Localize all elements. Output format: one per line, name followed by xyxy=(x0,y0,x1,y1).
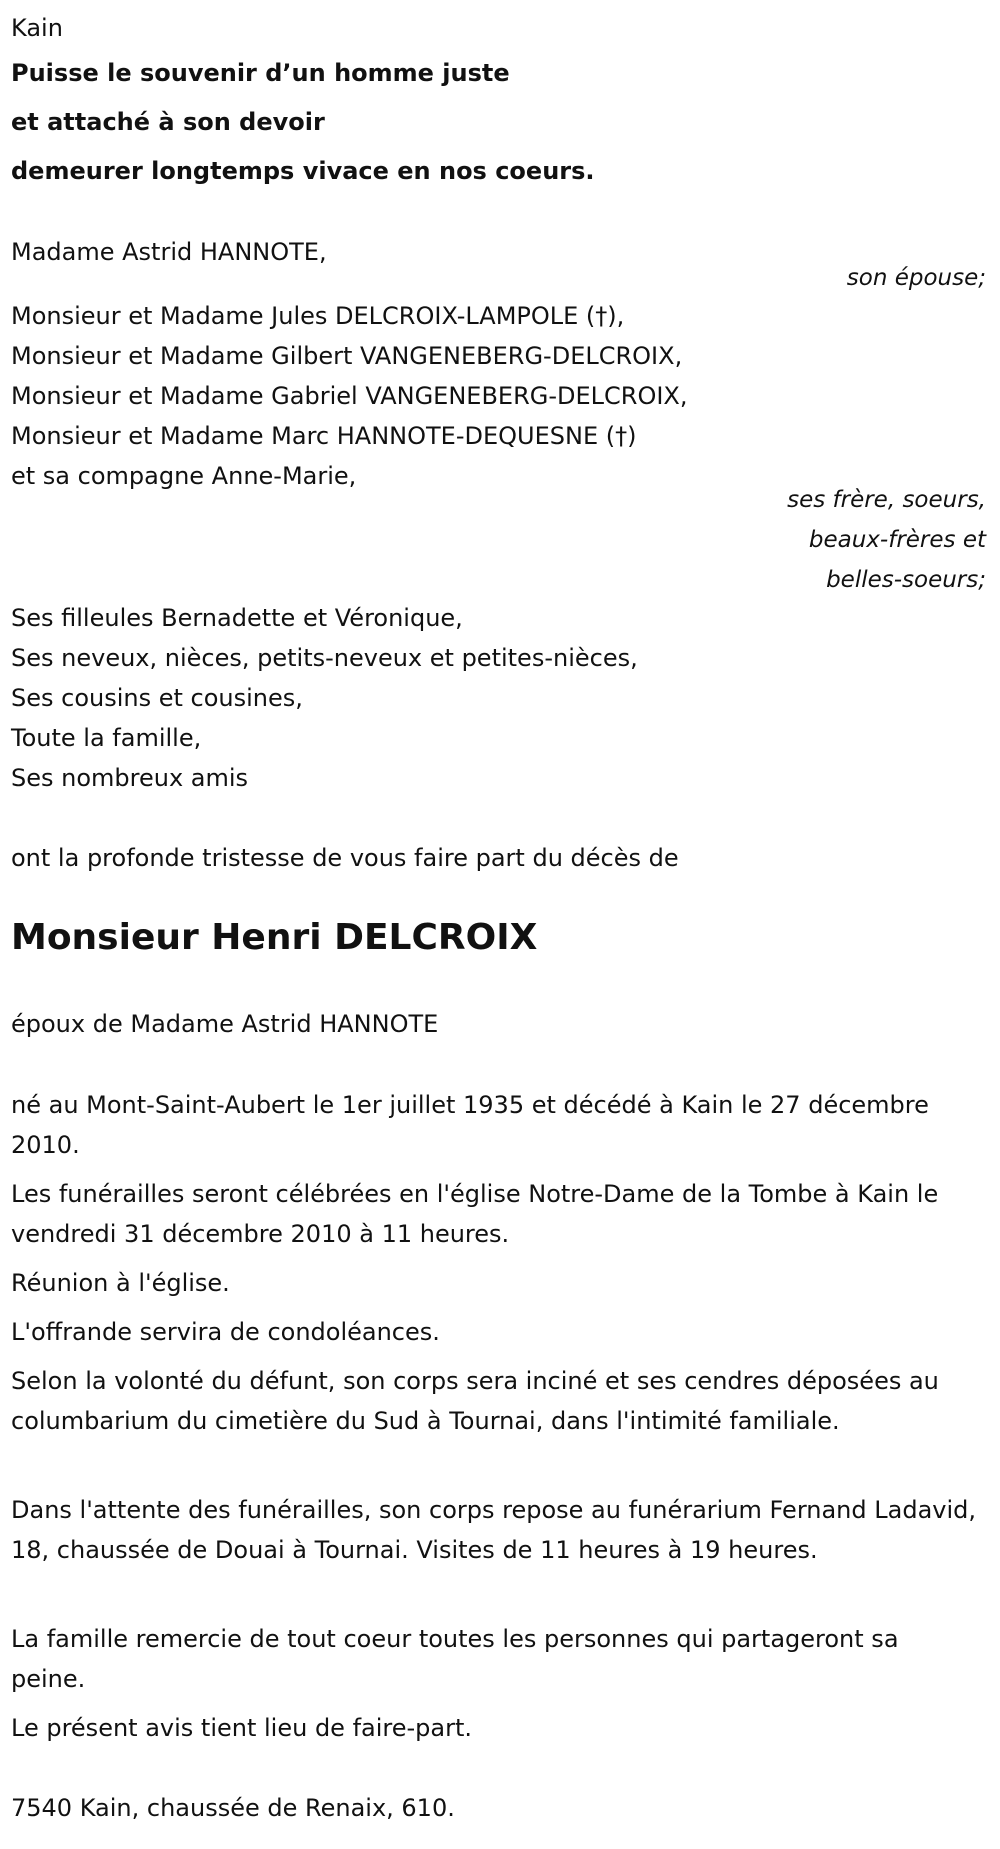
funeral-home-details: Dans l'attente des funérailles, son corps repose au funérarium Fernand Ladavid, 18, chaussée de Douai à Tournai. Visites de 11 heures à 19 heures. xyxy=(11,1496,977,1564)
announcement-text: ont la profonde tristesse de vous faire part du décès de xyxy=(11,844,679,872)
place-name: Kain xyxy=(11,14,63,42)
family-line: Toute la famille, xyxy=(11,724,202,752)
offering-note: L'offrande servira de condoléances. xyxy=(11,1318,440,1346)
deceased-name: Monsieur Henri DELCROIX xyxy=(11,917,538,958)
family-line: Ses filleules Bernadette et Véronique, xyxy=(11,604,463,632)
family-line: Ses neveux, nièces, petits-neveux et petites-nièces, xyxy=(11,644,638,672)
motto-line-2: et attaché à son devoir xyxy=(11,108,325,136)
siblings-role-line: ses frère, soeurs, xyxy=(787,487,986,513)
thanks-note: La famille remercie de tout coeur toutes les personnes qui partageront sa peine. xyxy=(11,1625,899,1693)
sibling-line: et sa compagne Anne-Marie, xyxy=(11,462,357,490)
gathering-note: Réunion à l'église. xyxy=(11,1269,230,1297)
sibling-line: Monsieur et Madame Gabriel VANGENEBERG-DELCROIX, xyxy=(11,382,688,410)
spouse-relation: époux de Madame Astrid HANNOTE xyxy=(11,1010,439,1038)
sibling-line: Monsieur et Madame Gilbert VANGENEBERG-DELCROIX, xyxy=(11,342,683,370)
spouse-role: son épouse; xyxy=(846,265,986,291)
siblings-role-line: belles-soeurs; xyxy=(826,567,986,593)
address: 7540 Kain, chaussée de Renaix, 610. xyxy=(11,1794,455,1822)
family-line: Ses cousins et cousines, xyxy=(11,684,303,712)
funeral-details: Les funérailles seront célébrées en l'église Notre-Dame de la Tombe à Kain le vendredi 31 décembre 2010 à 11 heures. xyxy=(11,1180,939,1248)
birth-death-details: né au Mont-Saint-Aubert le 1er juillet 1935 et décédé à Kain le 27 décembre 2010. xyxy=(11,1091,929,1159)
spouse-name: Madame Astrid HANNOTE, xyxy=(11,238,327,266)
cremation-details: Selon la volonté du défunt, son corps sera inciné et ses cendres déposées au columbarium du cimetière du Sud à Tournai, dans l'intimité familiale. xyxy=(11,1367,939,1435)
family-line: Ses nombreux amis xyxy=(11,764,249,792)
sibling-line: Monsieur et Madame Jules DELCROIX-LAMPOLE (†), xyxy=(11,302,625,330)
motto-line-1: Puisse le souvenir d’un homme juste xyxy=(11,59,510,87)
siblings-role-line: beaux-frères et xyxy=(808,527,986,553)
sibling-line: Monsieur et Madame Marc HANNOTE-DEQUESNE (†) xyxy=(11,422,637,450)
motto-line-3: demeurer longtemps vivace en nos coeurs. xyxy=(11,157,595,185)
notice-note: Le présent avis tient lieu de faire-part. xyxy=(11,1714,473,1742)
